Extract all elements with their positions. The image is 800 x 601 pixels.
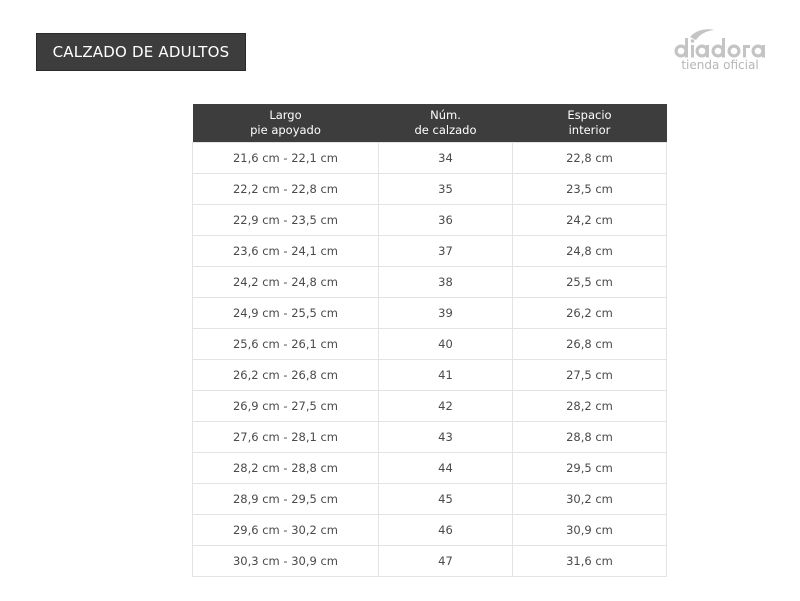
cell-shoe-size: 35 [379,174,513,205]
table-row [193,174,667,205]
table-row [193,360,667,391]
cell-shoe-size: 41 [379,360,513,391]
cell-shoe-size: 44 [379,453,513,484]
cell-foot-length: 27,6 cm - 28,1 cm [193,422,379,453]
table-row [193,236,667,267]
cell-foot-length: 24,2 cm - 24,8 cm [193,267,379,298]
cell-foot-length: 28,2 cm - 28,8 cm [193,453,379,484]
cell-shoe-size: 40 [379,329,513,360]
cell-inner-space: 23,5 cm [513,174,667,205]
cell-foot-length: 24,9 cm - 25,5 cm [193,298,379,329]
table-row [193,298,667,329]
cell-shoe-size: 36 [379,205,513,236]
cell-shoe-size: 43 [379,422,513,453]
cell-shoe-size: 45 [379,484,513,515]
logo-subtitle: tienda oficial [681,58,759,72]
cell-shoe-size: 38 [379,267,513,298]
table-row [193,453,667,484]
table-row [193,422,667,453]
cell-shoe-size: 46 [379,515,513,546]
cell-foot-length: 26,9 cm - 27,5 cm [193,391,379,422]
cell-foot-length: 29,6 cm - 30,2 cm [193,515,379,546]
table-row [193,515,667,546]
cell-inner-space: 30,9 cm [513,515,667,546]
cell-inner-space: 26,2 cm [513,298,667,329]
cell-foot-length: 22,9 cm - 23,5 cm [193,205,379,236]
header-foot-length: Largo pie apoyado [193,104,379,143]
cell-inner-space: 26,8 cm [513,329,667,360]
table-row [193,391,667,422]
table-row [193,484,667,515]
cell-shoe-size: 42 [379,391,513,422]
cell-foot-length: 30,3 cm - 30,9 cm [193,546,379,577]
cell-foot-length: 26,2 cm - 26,8 cm [193,360,379,391]
cell-inner-space: 22,8 cm [513,143,667,174]
cell-foot-length: 28,9 cm - 29,5 cm [193,484,379,515]
cell-inner-space: 29,5 cm [513,453,667,484]
cell-inner-space: 24,8 cm [513,236,667,267]
cell-shoe-size: 39 [379,298,513,329]
cell-shoe-size: 34 [379,143,513,174]
header-inner-space: Espacio interior [513,104,667,143]
size-table [192,104,667,577]
cell-shoe-size: 47 [379,546,513,577]
table-row [193,205,667,236]
table-row [193,143,667,174]
cell-foot-length: 25,6 cm - 26,1 cm [193,329,379,360]
cell-inner-space: 27,5 cm [513,360,667,391]
cell-inner-space: 28,2 cm [513,391,667,422]
cell-foot-length: 21,6 cm - 22,1 cm [193,143,379,174]
table-row [193,267,667,298]
cell-foot-length: 23,6 cm - 24,1 cm [193,236,379,267]
cell-inner-space: 24,2 cm [513,205,667,236]
page-title: CALZADO DE ADULTOS [52,43,230,61]
cell-shoe-size: 37 [379,236,513,267]
cell-foot-length: 22,2 cm - 22,8 cm [193,174,379,205]
cell-inner-space: 25,5 cm [513,267,667,298]
cell-inner-space: 31,6 cm [513,546,667,577]
table-row [193,546,667,577]
table-header-row [193,104,667,143]
table-row [193,329,667,360]
header-shoe-size: Núm. de calzado [379,104,513,143]
cell-inner-space: 28,8 cm [513,422,667,453]
title-badge [36,33,246,71]
cell-inner-space: 30,2 cm [513,484,667,515]
